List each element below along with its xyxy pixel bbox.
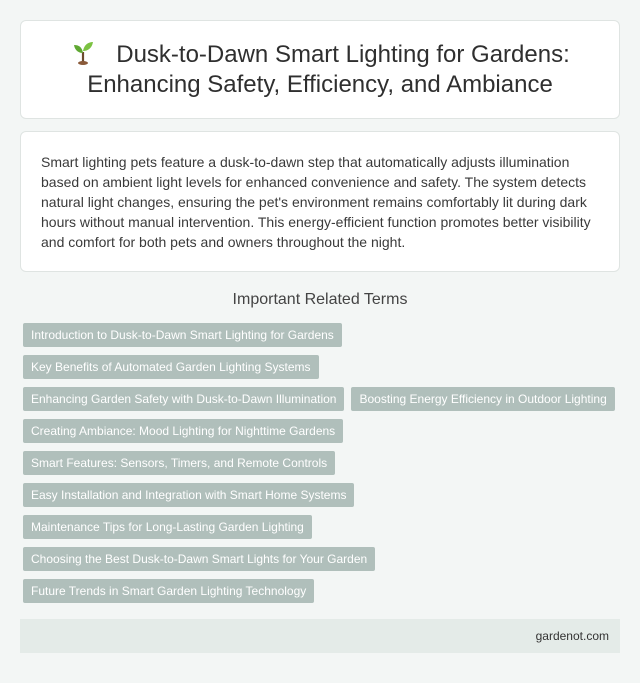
related-terms-heading: Important Related Terms (232, 291, 408, 308)
description-text: Smart lighting pets feature a dusk-to-dawn step that automatically adjusts illumination based on ambient light levels for enhanced convenience and safety. The system detects natural light changes, ensuring the pet's environment remains comfortably lit during dark hours without manual intervention. This energy-efficient function promotes better visibility and comfort for both pets and owners throughout the night. (41, 154, 591, 250)
term-tag[interactable]: Choosing the Best Dusk-to-Dawn Smart Lights for Your Garden (23, 547, 375, 571)
page-title (45, 39, 595, 100)
term-row (23, 323, 623, 347)
term-row (23, 483, 623, 507)
term-tag[interactable]: Introduction to Dusk-to-Dawn Smart Lighting for Gardens (23, 323, 342, 347)
term-tag[interactable]: Future Trends in Smart Garden Lighting Technology (23, 579, 314, 603)
footer-site-link[interactable]: gardenot.com (535, 629, 609, 643)
term-row (23, 355, 623, 379)
footer (20, 619, 620, 653)
term-row (23, 515, 623, 539)
term-tag[interactable]: Creating Ambiance: Mood Lighting for Nighttime Gardens (23, 419, 343, 443)
term-tag[interactable]: Smart Features: Sensors, Timers, and Remote Controls (23, 451, 335, 475)
term-row (23, 451, 623, 475)
related-terms-list (23, 323, 623, 611)
title-card (20, 20, 620, 119)
term-tag[interactable]: Easy Installation and Integration with Smart Home Systems (23, 483, 354, 507)
term-tag[interactable]: Boosting Energy Efficiency in Outdoor Lighting (351, 387, 614, 411)
sprout-icon (70, 39, 96, 65)
term-row (23, 419, 623, 443)
term-row (23, 579, 623, 603)
term-tag[interactable]: Enhancing Garden Safety with Dusk-to-Dawn Illumination (23, 387, 344, 411)
page-title-text: Dusk-to-Dawn Smart Lighting for Gardens: Enhancing Safety, Efficiency, and Ambiance (87, 41, 570, 98)
term-row (23, 547, 623, 571)
term-row (23, 387, 623, 411)
description-card (20, 131, 620, 272)
term-tag[interactable]: Maintenance Tips for Long-Lasting Garden Lighting (23, 515, 312, 539)
term-tag[interactable]: Key Benefits of Automated Garden Lighting Systems (23, 355, 319, 379)
